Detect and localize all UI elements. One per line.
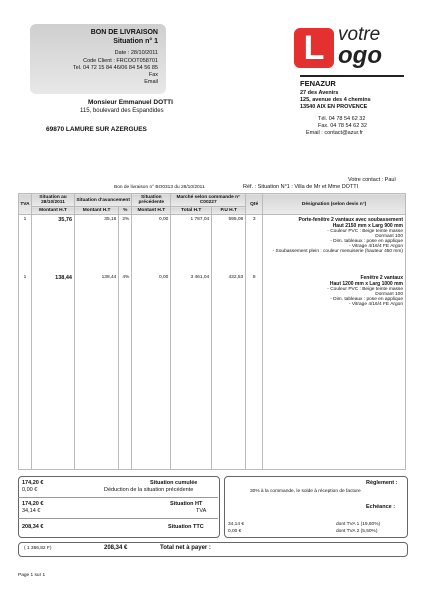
total-cell: 1 787,04 3 461,04	[171, 215, 212, 470]
logo-word-bottom: ogo	[338, 42, 382, 69]
tva-cell: 1 1	[19, 215, 32, 470]
net-value: 208,34 €	[104, 545, 128, 551]
tva2-value: 0,00 €	[228, 529, 242, 534]
col-unit-price: P.U H.T	[212, 207, 246, 215]
unit-price-cell: 595,08 432,53	[212, 215, 246, 470]
net-label: Total net à payer :	[160, 545, 211, 551]
logo-word-top: votre	[338, 24, 381, 45]
payment-title: Règlement :	[366, 480, 398, 486]
tva2-label: dont TVA 2 (5,50%)	[336, 529, 378, 534]
qte-cell: 3 8	[246, 215, 263, 470]
company-address1: 27 des Avenirs	[300, 90, 339, 96]
deduct-value: 0,00 €	[22, 487, 38, 493]
cumul-label: Situation cumulée	[150, 480, 198, 486]
logo-icon: L	[294, 28, 334, 68]
advance-amount-cell: 35,16 138,44	[75, 215, 119, 470]
col-qte: Qté	[246, 194, 263, 215]
tva1-value: 34,14 €	[228, 522, 245, 527]
tva-label: TVA	[196, 508, 207, 514]
company-tel: Tél. 04 78 54 62 32	[318, 116, 366, 122]
delivery-title: BON DE LIVRAISON	[90, 29, 158, 36]
previous-amount-cell: 0,00 0,00	[132, 215, 171, 470]
company-address3: 13540 AIX EN PROVENCE	[300, 104, 368, 110]
table-bottom	[19, 470, 406, 472]
col-designation: Désignation (selon devis n°)	[263, 194, 406, 215]
page-footer: Page 1 sur 1	[18, 573, 46, 578]
delivery-date: Date : 28/10/2011	[114, 50, 158, 56]
deduct-label: Déduction de la situation précédente	[104, 487, 194, 493]
ttc-value: 208,34 €	[22, 524, 44, 530]
designation-cell	[263, 215, 406, 470]
totals-divider	[18, 497, 218, 498]
cumul-value: 174,20 €	[22, 480, 44, 486]
payment-text: 30% à la commande, le solde à réception de facture	[250, 489, 361, 494]
company-name: FENAZUR	[300, 79, 336, 88]
current-amount-cell: 35,76 138,44	[32, 215, 75, 470]
situation-number: Situation n° 1	[113, 38, 158, 45]
col-market: Marché selon commande n° C00227	[171, 194, 246, 207]
company-fax: Fax. 04 78 54 62 32	[318, 123, 367, 129]
client-code: Code Client : FRCOOT058701	[83, 58, 158, 64]
col-previous: Situation précédente	[132, 194, 171, 207]
advance-pct-cell: 2% 4%	[119, 215, 132, 470]
client-email: Email	[144, 79, 158, 85]
col-tva: TVA	[19, 194, 32, 215]
table-body	[19, 215, 406, 470]
tva-value: 34,14 €	[22, 508, 41, 514]
net-total-box	[18, 542, 408, 557]
client-fax: Fax	[148, 72, 158, 78]
ht-value: 174,20 €	[22, 501, 44, 507]
col-advance-pct: %	[119, 207, 132, 215]
net-sub-value: ( 1 366,82 F)	[24, 546, 52, 551]
col-previous-amount: Montant H.T	[132, 207, 171, 215]
ht-label: Situation HT	[170, 501, 203, 507]
reference-line: Réf. : Situation N°1 : Villa de Mr et Mme DOTTI	[243, 184, 359, 190]
company-address2: 125, avenue des 4 chemins	[300, 97, 371, 103]
list-item: Porte-fenêtre 2 vantaux avec soubassement Haut 2150 mm x Larg 900 mm - Couleur PVC : Beige teinte masse Dormant 100 - Dim. tableaux : pose en applique - Vitrage 4/16/4 FE Argon - Soubassement plein : couleur menuiserie (hauteur 450 mm)	[272, 217, 403, 254]
delivery-info-box	[30, 24, 166, 94]
client-name: Monsieur Emmanuel DOTTI	[88, 99, 173, 106]
col-total: Total H.T	[171, 207, 212, 215]
totals-divider	[18, 518, 218, 519]
logo-underline	[300, 75, 404, 77]
due-title: Echéance :	[366, 504, 396, 510]
col-current-amount: Montant H.T	[32, 207, 75, 215]
col-current: Situation au 28/10/2011	[32, 194, 75, 207]
client-tel: Tel. 04 72 15 84 46/06 84 54 56 85	[72, 65, 158, 71]
col-advance-amount: Montant H.T	[75, 207, 119, 215]
tva1-label: dont TVA 1 (19,60%)	[336, 522, 381, 527]
contact-line: Votre contact : Paul	[348, 177, 396, 183]
items-table	[18, 193, 406, 471]
client-city: 69870 LAMURE SUR AZERGUES	[46, 126, 147, 133]
company-email: Email : contact@azur.fr	[306, 130, 363, 136]
delivery-reference: Bon de livraison n° BO0313 du 28/10/2011	[114, 185, 205, 190]
col-advance: Situation d'avancement	[75, 194, 132, 207]
ttc-label: Situation TTC	[168, 524, 204, 530]
client-address: 115, boulevard des Espandides	[80, 108, 164, 114]
list-item: Fenêtre 2 vantaux Haut 1200 mm x Larg 1000 mm - Couleur PVC : Beige teinte masse Dormant 100 - Dim. tableaux : pose en applique - Vitrage 4/16/4 FE Argon	[327, 275, 403, 307]
